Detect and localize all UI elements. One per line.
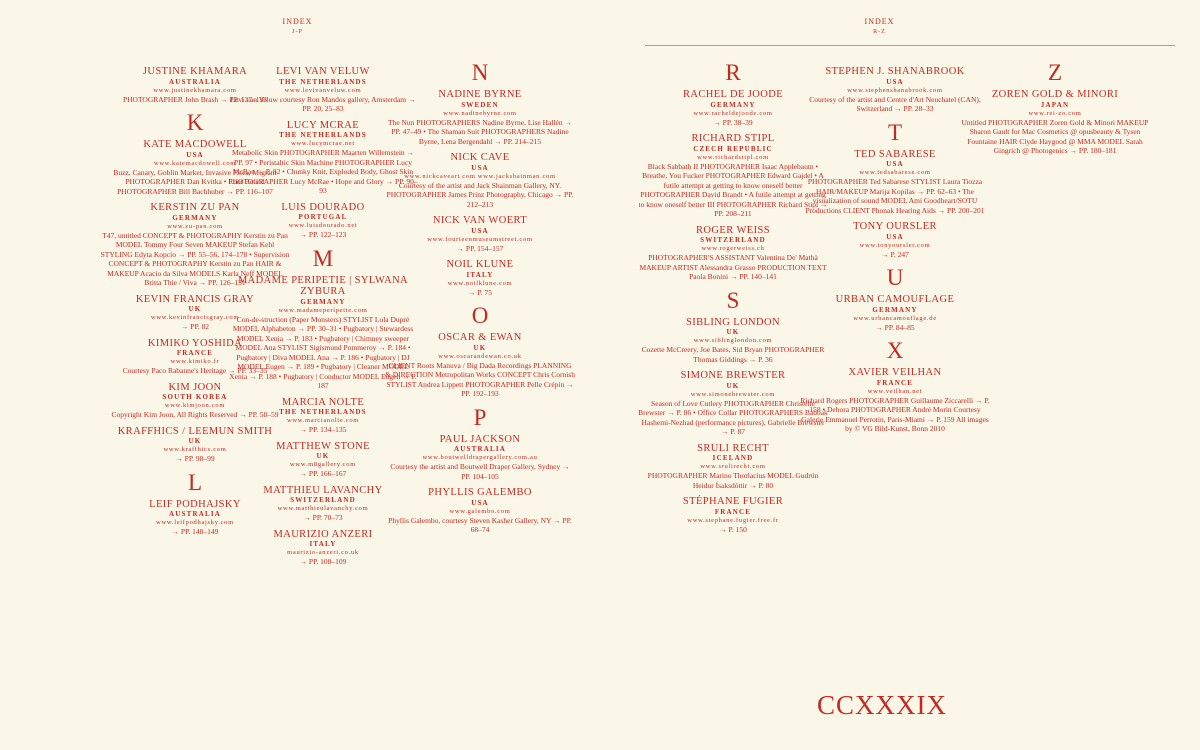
- artist-name: MAURIZIO ANZERI: [273, 528, 373, 540]
- section-letter: R: [725, 60, 741, 85]
- artist-name: JUSTINE KHAMARA: [142, 66, 248, 77]
- entry-credit: → PP. 122–123: [299, 230, 347, 239]
- index-column: [960, 56, 1150, 162]
- artist-name: KERSTIN ZU PAN: [150, 202, 240, 213]
- artist-url[interactable]: www.siblinglondon.com: [693, 337, 773, 344]
- index-entry: [638, 496, 828, 534]
- index-entry: [800, 294, 990, 332]
- entry-credit: Courtesy the artist and Boutwell Draper Gallery, Sydney → PP. 104–105: [390, 462, 570, 481]
- artist-country: JAPAN: [1040, 100, 1070, 109]
- artist-name: NICK VAN WOERT: [432, 215, 528, 226]
- entry-credit: PHOTOGRAPHER Marino Thorlacius MODEL Gudrún Heidur Ísaksdóttir → P. 80: [647, 471, 819, 490]
- artist-url[interactable]: www.urbancamouflage.de: [853, 314, 937, 322]
- artist-url[interactable]: www.nickcaveart.com www.jackshainman.com: [404, 172, 556, 180]
- artist-url[interactable]: www.kimiko.fr: [170, 358, 220, 365]
- artist-name: MATTHIEU LAVANCHY: [263, 484, 383, 496]
- artist-name: PAUL JACKSON: [439, 433, 521, 445]
- artist-name: KRAFFHICS / LEEMUN SMITH: [117, 425, 273, 437]
- artist-name: KIMIKO YOSHIDA: [147, 337, 243, 349]
- artist-name: RICHARD STIPL: [691, 133, 775, 144]
- entry-credit: → PP. 98–99: [175, 454, 215, 463]
- artist-name: MARCIA NOLTE: [281, 396, 365, 408]
- index-entry: [638, 443, 828, 491]
- artist-name: ZOREN GOLD & MINORI: [991, 89, 1119, 100]
- section-letter: K: [186, 110, 204, 135]
- artist-url[interactable]: www.srulirecht.com: [700, 463, 766, 470]
- artist-url[interactable]: www.stephane.fugier.free.fr: [687, 516, 779, 524]
- artist-url[interactable]: www.kimjoon.com: [164, 402, 226, 409]
- entry-credit: → PP. 166–167: [299, 469, 347, 478]
- artist-country: FRANCE: [714, 507, 752, 516]
- artist-name: XAVIER VEILHAN: [848, 367, 942, 378]
- artist-url[interactable]: www.matthieulavanchy.com: [277, 505, 369, 512]
- entry-credit: PHOTOGRAPHER John Brash → PP. 127–133: [122, 94, 268, 104]
- artist-name: PHYLLIS GALEMBO: [428, 487, 532, 498]
- artist-country: PORTUGAL: [298, 213, 348, 221]
- artist-name: OSCAR & EWAN: [438, 332, 522, 343]
- header-rule: [645, 45, 1175, 46]
- artist-url[interactable]: www.rogerweiss.ch: [701, 245, 765, 252]
- artist-url[interactable]: www.luisdourado.net: [288, 222, 358, 229]
- artist-country: UK: [473, 343, 487, 352]
- artist-name: NICK CAVE: [450, 152, 510, 163]
- artist-country: UK: [726, 328, 740, 336]
- artist-url[interactable]: maurizio-anzeri.co.uk: [287, 549, 359, 556]
- index-entry: [800, 367, 990, 434]
- artist-name: KEVIN FRANCIS GRAY: [135, 293, 255, 305]
- index-header-title: INDEX: [864, 17, 895, 26]
- artist-country: USA: [886, 77, 904, 86]
- entry-credit: Phyllis Galembo, courtesy Steven Kasher Gallery, NY → PP. 68–74: [388, 515, 572, 534]
- artist-country: AUSTRALIA: [453, 445, 507, 453]
- entry-credit: → PP. 134–135: [299, 425, 347, 434]
- artist-name: STÉPHANE FUGIER: [682, 496, 784, 507]
- artist-country: SWITZERLAND: [290, 496, 356, 504]
- entry-credit: The Nun PHOTOGRAPHERS Nadine Byrne, Lise Hallén → PP. 47–49 • The Shaman Suit PHOTOGRAPHERS Nadine Byrne, Lena Bergendahl → PP. 214–215: [387, 117, 572, 146]
- artist-url[interactable]: www.leifpodhajsky.com: [156, 519, 234, 526]
- artist-name: NADINE BYRNE: [438, 89, 522, 100]
- entry-credit: PHOTOGRAPHER'S ASSISTANT Valentina De' Mathà MAKEUP ARTIST Alessandra Grasso PRODUCTION TEXT Paola Bonini → PP. 140–141: [639, 253, 827, 281]
- section-letter: U: [886, 265, 904, 290]
- artist-url[interactable]: www.veilhan.net: [867, 387, 923, 395]
- artist-country: GERMANY: [172, 213, 218, 222]
- entry-credit: → PP. 84–85: [875, 322, 915, 332]
- entry-credit: Black Sabbath II PHOTOGRAPHER Isaac Applebaum • Breathe, You Fucker PHOTOGRAPHER Edward Gajdel • A futile attempt at getting to know oneself better PHOTOGRAPHER David Brandt • A futile attempt at getting to know oneself better III PHOTOGRAPHER Richard Stipl → PP. 208–211: [638, 161, 828, 218]
- artist-country: UK: [316, 452, 330, 460]
- artist-name: STEPHEN J. SHANABROOK: [825, 66, 965, 77]
- index-header-range: R-Z: [873, 29, 886, 35]
- artist-country: GERMANY: [872, 305, 918, 314]
- section-letter: P: [473, 404, 487, 430]
- artist-url[interactable]: www.levivanveluw.com: [284, 86, 362, 94]
- entry-credit: → P. 150: [719, 524, 747, 534]
- entry-credit: Copyright Kim Joon, All Rights Reserved → PP. 58–59: [111, 410, 279, 419]
- index-entry: [385, 89, 575, 146]
- artist-url[interactable]: www.justinekhamara.com: [153, 86, 237, 94]
- section-letter: X: [886, 338, 904, 363]
- index-entry: [800, 221, 990, 259]
- artist-url[interactable]: www.lucymcrae.net: [291, 140, 355, 147]
- artist-country: USA: [471, 498, 489, 507]
- artist-country: SWEDEN: [461, 100, 499, 109]
- artist-url[interactable]: www.galembo.com: [449, 507, 511, 515]
- artist-name: KIM JOON: [168, 381, 222, 393]
- artist-country: USA: [471, 226, 489, 235]
- artist-url[interactable]: www.kraffhics.com: [163, 446, 227, 453]
- entry-credit: → PP. 38–39: [713, 117, 753, 127]
- artist-country: USA: [886, 232, 904, 241]
- index-entry: [960, 89, 1150, 156]
- artist-name: SIMONE BREWSTER: [680, 370, 786, 381]
- artist-url[interactable]: www.richardstipl.com: [697, 153, 769, 161]
- entry-credit: Untitled PHOTOGRAPHER Zoren Gold & Minori MAKEUP Sharon Gault for Mac Cosmetics @ opusbeauty & Tysen Fountaine HAIR Clyde Haygood @ MMA MODEL Sarah Gingrich @ Photogenics → PP. 180–181: [961, 117, 1149, 155]
- artist-country: ITALY: [466, 270, 494, 279]
- artist-country: SWITZERLAND: [700, 236, 766, 244]
- entry-credit: Levi van Veluw courtesy Ron Mandos gallery, Amsterdam → PP. 20, 25–83: [230, 94, 416, 113]
- entry-credit: → PP. 70–73: [303, 513, 343, 522]
- artist-country: THE NETHERLANDS: [279, 131, 367, 139]
- index-entry: [385, 259, 575, 297]
- entry-credit: PHOTOGRAPHER Ted Sabarese STYLIST Laura Tiozza HAIR/MAKEUP Marija Kopilas → PP. 62–63 • The visualization of sound MODEL Ami Goodheart/SOTU Productions CLIENT Phonak Hearing Aids → PP. 200–201: [805, 177, 985, 215]
- section-letter: Z: [1047, 60, 1063, 85]
- artist-url[interactable]: www.m8gallery.com: [290, 461, 356, 468]
- index-entry: [385, 434, 575, 482]
- artist-country: SOUTH KOREA: [162, 393, 228, 401]
- section-letter: N: [471, 60, 489, 85]
- index-entry: [385, 487, 575, 535]
- index-column: [385, 56, 575, 541]
- artist-name: NOIL KLUNE: [446, 259, 514, 270]
- artist-name: LEVI VAN VELUW: [276, 66, 370, 77]
- artist-name: URBAN CAMOUFLAGE: [835, 294, 955, 305]
- artist-name: MADAME PERIPETIE | SYLWANA ZYBURA: [237, 274, 409, 297]
- index-header-right: [822, 16, 937, 38]
- section-letter: O: [471, 303, 489, 328]
- entry-credit: → PP. 148–149: [171, 527, 219, 536]
- artist-url[interactable]: www.fourteenmuseumstreet.com: [427, 235, 533, 243]
- entry-credit: Season of Love Cutlery PHOTOGRAPHER Christelle Brewster → P. 86 • Office Collar PHOTOGRAPHERS Babbak Hashemi-Nezhad (performance pictures), Gabrielle Brewster → P. 87: [638, 398, 828, 436]
- artist-country: THE NETHERLANDS: [279, 77, 367, 86]
- entry-credit: Courtesy of the artist and Centre d'Art Neuchatel (CAN), Switzerland → PP. 28–33: [809, 94, 981, 113]
- artist-country: USA: [186, 150, 204, 159]
- artist-country: USA: [471, 163, 489, 172]
- artist-country: AUSTRALIA: [168, 77, 222, 86]
- artist-url[interactable]: www.rei-zo.com: [1028, 109, 1082, 117]
- artist-url[interactable]: www.tedsabarese.com: [859, 169, 931, 176]
- artist-url[interactable]: www.tonyoursler.com: [859, 241, 931, 249]
- section-letter: M: [312, 245, 334, 271]
- artist-country: CZECH REPUBLIC: [693, 144, 773, 153]
- entry-credit: Richard Rogers PHOTOGRAPHER Guillaume Ziccarelli → P. 158 • Debora PHOTOGRAPHER André Morin Courtesy Galerie Emmanuel Perrotin, Paris-Miami → P. 159 All images by © VG Bild-Kunst, Bonn 2010: [800, 395, 990, 433]
- artist-name: SRULI RECHT: [697, 442, 769, 454]
- artist-name: RACHEL DE JOODE: [682, 89, 784, 100]
- entry-credit: Courtesy of the artist and Jack Shainman Gallery, NY. PHOTOGRAPHER James Prinz Photography, Chicago → PP. 212–213: [386, 180, 574, 209]
- artist-name: TED SABARESE: [854, 148, 936, 160]
- entry-credit: → P. 75: [468, 287, 492, 297]
- artist-name: ROGER WEISS: [696, 224, 770, 236]
- artist-url[interactable]: www.racheldejoode.com: [693, 109, 773, 117]
- artist-country: AUSTRALIA: [168, 510, 222, 518]
- artist-name: LUCY MCRAE: [286, 119, 360, 131]
- section-letter: L: [187, 469, 203, 495]
- entry-credit: Courtesy Paco Rabanne's Heritage → PP. 33–35: [122, 366, 268, 375]
- index-entry: [385, 332, 575, 399]
- artist-url[interactable]: www.kevinfrancisgray.com: [150, 314, 240, 321]
- entry-credit: CLIENT Roots Manuva / Big Dada Recordings PLANNING & DIRECTION Metropolitan Works CONCEPT Chris Cornish STYLIST Andrea Lippett PHOTOGRAPHER Pelle Crépin → PP. 192–193: [385, 360, 575, 398]
- entry-credit: → PP. 154–157: [456, 243, 504, 253]
- artist-country: FRANCE: [876, 378, 914, 387]
- section-letter: S: [726, 287, 740, 313]
- artist-name: LEIF PODHAJSKY: [149, 498, 241, 510]
- entry-credit: → P. 247: [881, 249, 909, 259]
- entry-credit: Buzz, Canary, Goblin Market, Invasive Flora, Migrant PHOTOGRAPHER Dan Kvitka • Root Bound PHOTOGRAPHER Bill Bachhuber → PP. 116–107: [113, 167, 277, 196]
- entry-credit: Con-de-struction (Paper Monsters) STYLIST Lola Dupré MODEL Alphabeton → PP. 30–31 • Pugbatory | Stewardess MODEL Xenia → P. 183 • Pugbatory | Chimney sweeper MODEL Ana STYLIST Sigismund Pommeroy → P. 184 • Pugbatory | Diva MODEL Ana → P. 186 • Pugbatory | DJ MODEL Eugen → P. 189 • Pugbatory | Cleaner MODEL Xenia → P. 188 • Pugbatory | Conductor MODEL Eugen → P. 187: [229, 314, 417, 390]
- index-header-left: [240, 16, 355, 38]
- entry-credit: → PP. 82: [180, 322, 210, 331]
- entry-credit: Metabolic Skin PHOTOGRAPHER Maarten Willemstein → PP. 97 • Peristaltic Skin Machine PHOTOGRAPHER Lucy McRae → P. 82 • Chunky Knit, Exploded Body, Ghost Skin PHOTOGRAPHER Lucy McRae • Hope and Glory → PP. 90–93: [228, 148, 418, 195]
- artist-url[interactable]: www.katemacdowell.com: [153, 159, 237, 167]
- index-entry: [385, 152, 575, 209]
- artist-name: TONY OURSLER: [853, 221, 937, 232]
- artist-name: SIBLING LONDON: [686, 316, 780, 328]
- artist-country: UK: [188, 305, 202, 313]
- artist-url[interactable]: www.stephenshanabrook.com: [847, 86, 943, 94]
- artist-country: ICELAND: [712, 454, 754, 462]
- entry-credit: T47, untitled CONCEPT & PHOTOGRAPHY Kerstin zu Pan MODEL Tommy Four Seven MAKEUP Stefan Kehl STYLING Edyta Kopcio → PP. 55–56, 174–178 • Supervision CONCEPT & PHOTOGRAPHY Kerstin zu Pan HAIR & MAKEUP Acacio da Silva MODELS Karla Neff MODEL Britta Thie / Viva → PP. 126–131: [100, 230, 290, 287]
- artist-country: GERMANY: [710, 100, 756, 109]
- artist-name: LUIS DOURADO: [281, 201, 365, 213]
- section-letter: T: [887, 119, 903, 145]
- index-entry: [385, 215, 575, 253]
- index-header-range: J-P: [292, 29, 303, 35]
- index-header-title: INDEX: [282, 17, 313, 26]
- artist-url[interactable]: www.boutwelldrapergallery.com.au: [422, 454, 538, 461]
- artist-name: MATTHEW STONE: [276, 440, 370, 452]
- artist-url[interactable]: www.madameperipetie.com: [278, 306, 368, 314]
- artist-url[interactable]: www.noilklune.com: [447, 279, 513, 287]
- artist-country: THE NETHERLANDS: [279, 408, 367, 416]
- artist-url[interactable]: www.simonebrewster.com: [690, 390, 776, 398]
- artist-country: UK: [188, 437, 202, 445]
- artist-url[interactable]: www.zu-pan.com: [167, 222, 223, 230]
- artist-url[interactable]: www.oscarandewan.co.uk: [438, 352, 522, 360]
- page-number: CCXXXIX: [817, 690, 948, 720]
- artist-country: FRANCE: [176, 349, 214, 357]
- artist-country: GERMANY: [300, 297, 346, 306]
- entry-credit: → PP. 108–109: [299, 557, 347, 566]
- artist-name: KATE MACDOWELL: [143, 139, 247, 150]
- artist-country: USA: [886, 160, 904, 168]
- artist-url[interactable]: www.nadinebyrne.com: [443, 109, 517, 117]
- entry-credit: Cozette McCreery, Joe Bates, Sid Bryan PHOTOGRAPHER Thomas Giddings → P. 36: [641, 345, 825, 364]
- artist-url[interactable]: www.marcianolte.com: [286, 417, 360, 424]
- artist-country: ITALY: [309, 540, 337, 548]
- artist-country: UK: [726, 381, 740, 390]
